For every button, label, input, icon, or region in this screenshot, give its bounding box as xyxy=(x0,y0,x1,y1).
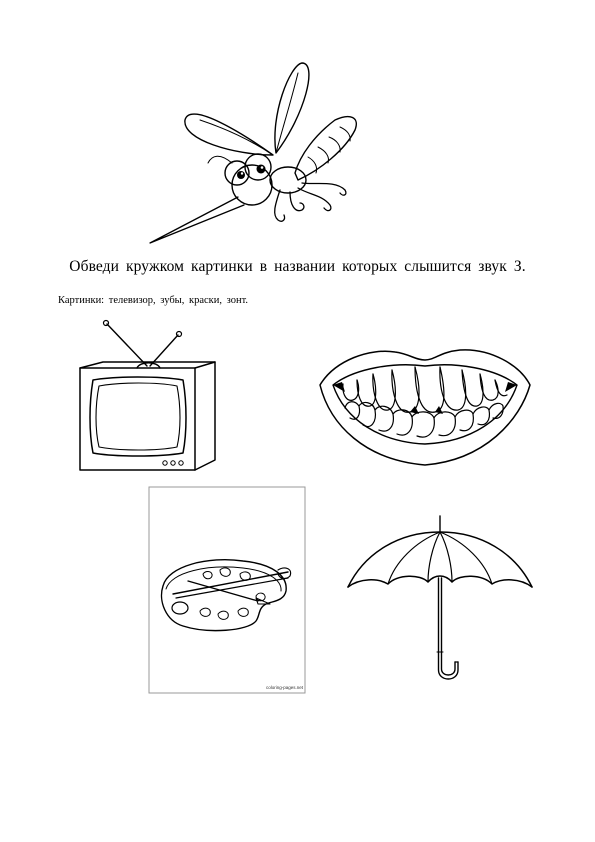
paint-credit-text: coloring-pages.net xyxy=(266,685,304,690)
pictures-caption: Картинки: телевизор, зубы, краски, зонт. xyxy=(58,295,248,306)
worksheet-instruction: Обведи кружком картинки в названии которых слышится звук З. xyxy=(69,258,526,275)
television-icon xyxy=(75,318,225,478)
teeth-mouth-icon xyxy=(315,340,535,475)
paint-palette-icon xyxy=(148,486,308,696)
mosquito-icon xyxy=(140,55,380,250)
umbrella-icon xyxy=(340,512,540,687)
